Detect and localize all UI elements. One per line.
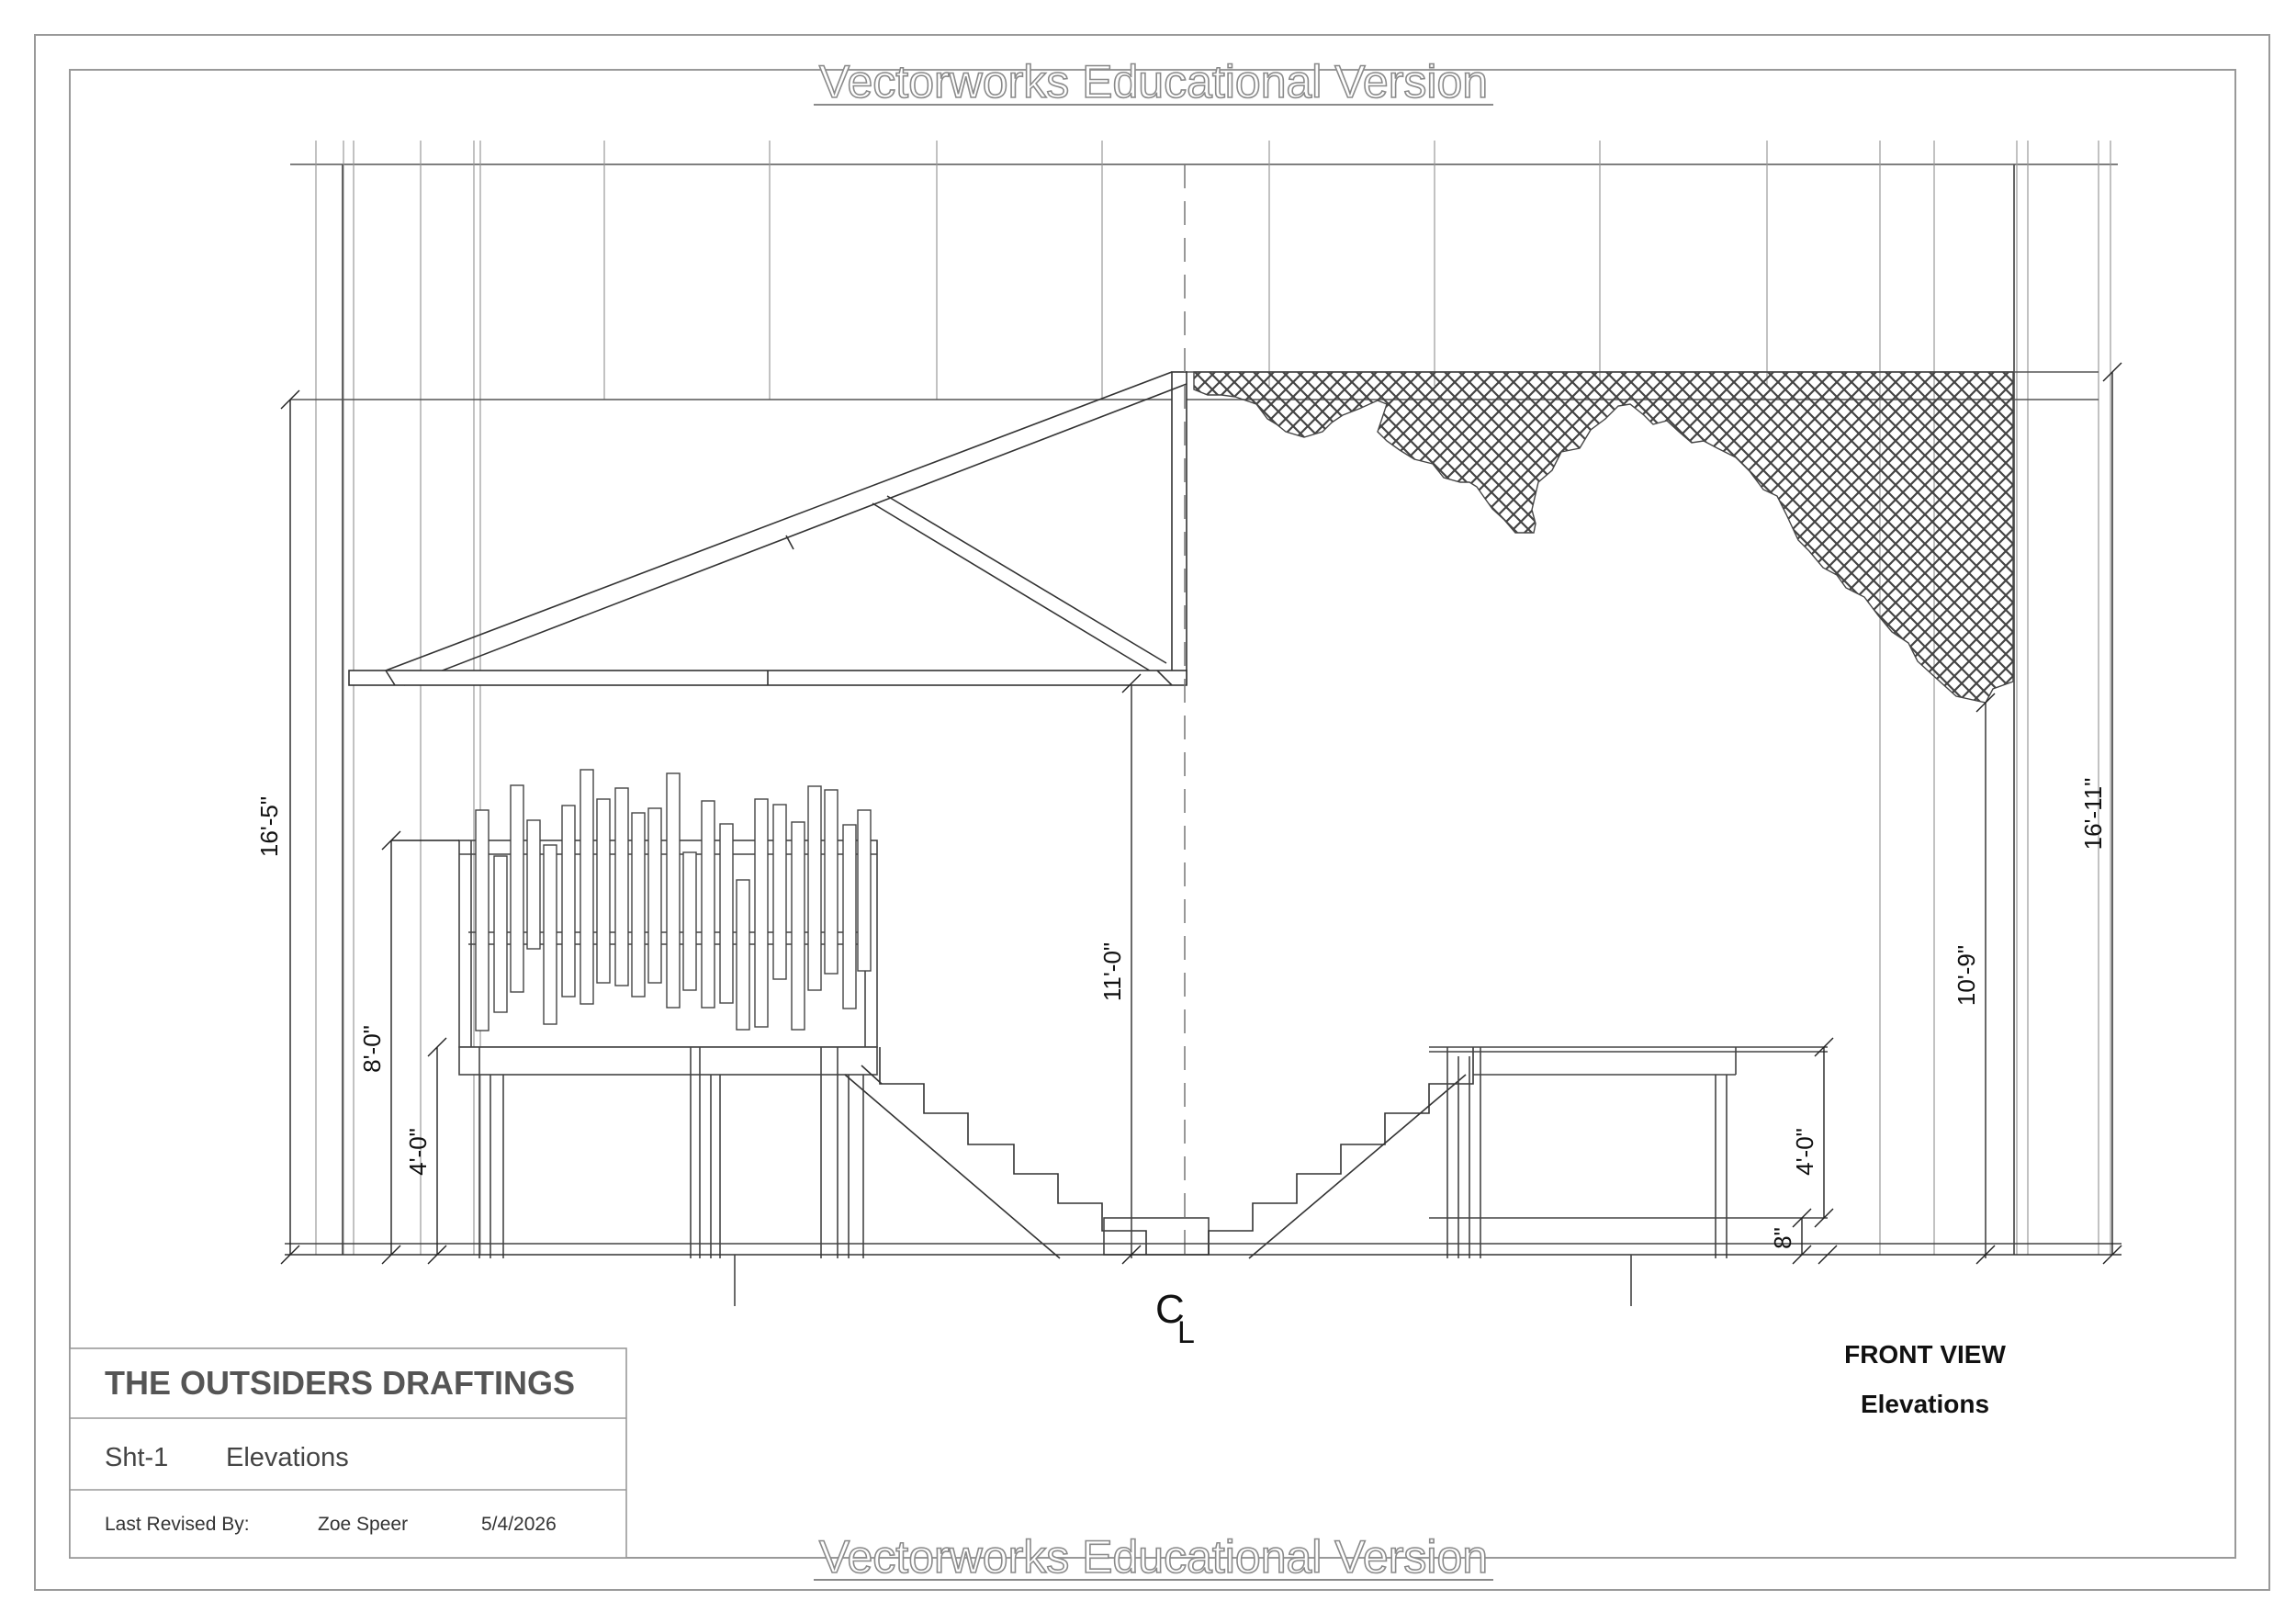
revised-by: Zoe Speer [318, 1514, 409, 1535]
stage-left-platform [459, 1047, 877, 1258]
dim-center-header: 11'-0" [1098, 941, 1126, 1002]
dim-right-total: 16'-11" [2079, 777, 2107, 851]
sheet-number: Sht-1 [105, 1443, 169, 1472]
dim-stage-right-platform: 4'-0" [1791, 1128, 1818, 1176]
title-block-title: THE OUTSIDERS DRAFTINGS [105, 1364, 576, 1402]
dim-stage-left-platform: 4'-0" [404, 1128, 432, 1176]
tower-slats [476, 770, 871, 1031]
background-flats [316, 141, 2110, 1255]
revised-date: 5/4/2026 [481, 1514, 557, 1535]
stage-left-stairs [845, 1047, 1146, 1258]
dim-stage-right-opening: 10'-9" [1953, 944, 1980, 1007]
hatched-foliage [1194, 372, 2013, 703]
watermark-top: Vectorworks Educational Version [818, 56, 1489, 107]
roof-truss [349, 372, 1187, 685]
dim-deck-step: 8" [1769, 1227, 1796, 1249]
dim-stage-left-tower: 8'-0" [358, 1025, 386, 1073]
view-label-title: FRONT VIEW [1844, 1340, 2006, 1369]
inner-border [70, 70, 2235, 1558]
stage-right-platform [1429, 1047, 1828, 1258]
stage-right-stairs [1209, 1047, 1473, 1258]
centerline-symbol: C [1155, 1287, 1185, 1332]
watermark-bottom: Vectorworks Educational Version [818, 1531, 1489, 1583]
elevation-drawing [285, 141, 2122, 1306]
sheet-name: Elevations [226, 1443, 349, 1472]
view-label-subtitle: Elevations [1860, 1390, 1990, 1418]
centerline-symbol-sub: L [1177, 1315, 1195, 1350]
revised-label: Last Revised By: [105, 1514, 250, 1535]
dim-left-total: 16'-5" [255, 795, 283, 858]
